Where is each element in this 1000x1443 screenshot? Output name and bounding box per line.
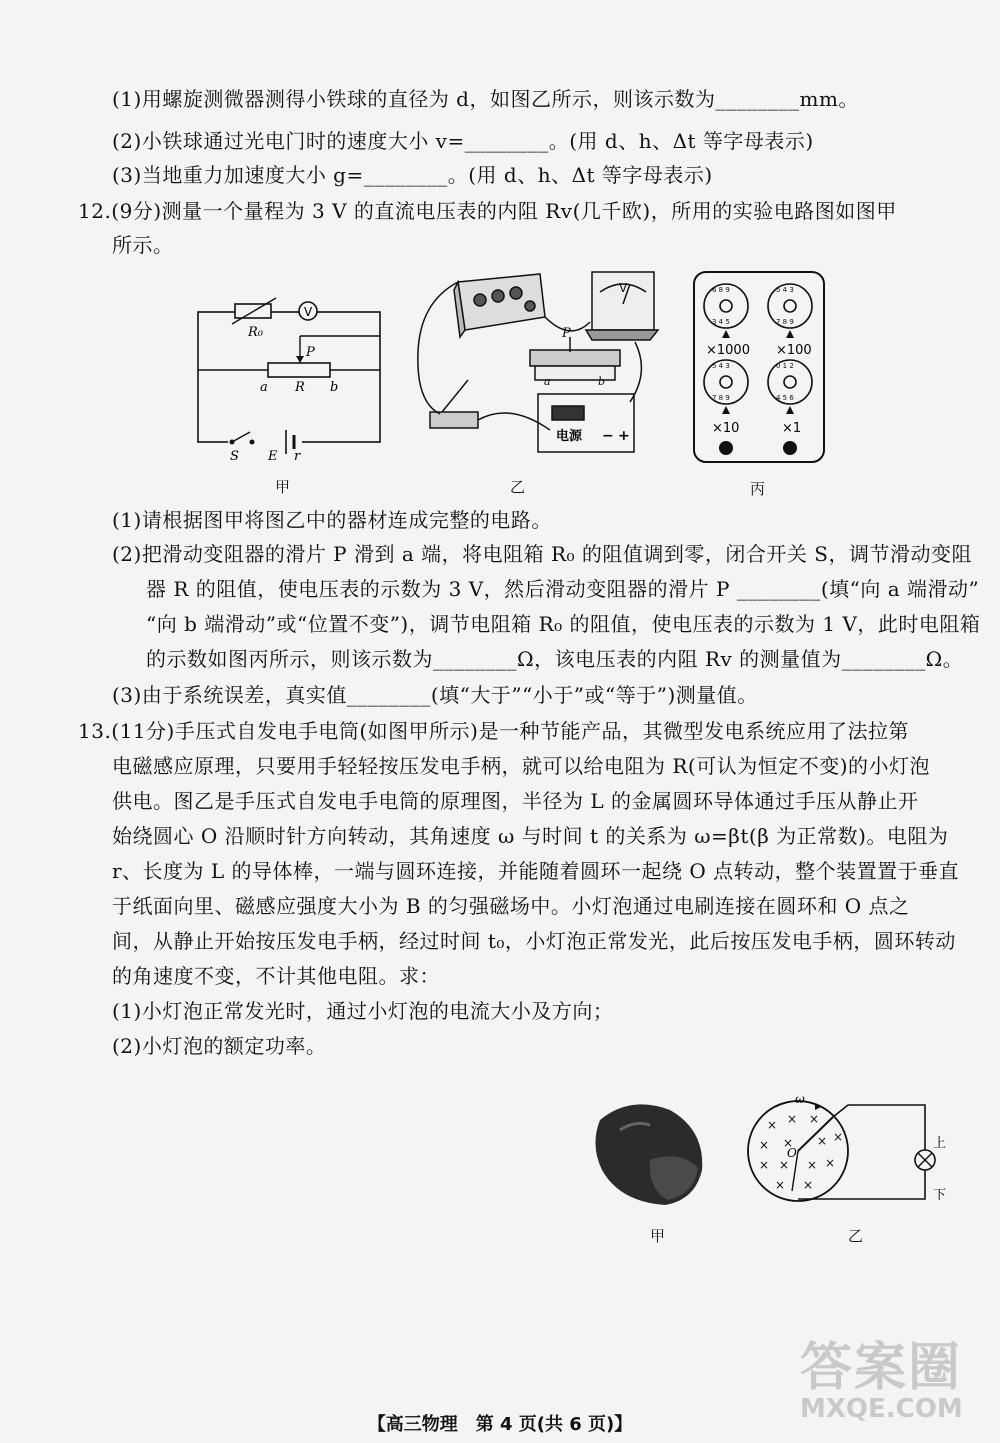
slider-p-label: P bbox=[562, 326, 571, 341]
slider-p-label: P bbox=[306, 345, 315, 360]
power-source-label: 电源 bbox=[556, 429, 583, 444]
flashlight-photo bbox=[580, 1090, 720, 1220]
text-line: (3)当地重力加速度大小 g=________。(用 d、h、Δt 等字母表示) bbox=[112, 163, 713, 187]
apparatus-yi bbox=[410, 262, 670, 467]
svg-text:6 8 9: 6 8 9 bbox=[712, 286, 730, 294]
svg-text:×: × bbox=[775, 1178, 786, 1192]
text-line: 所示。 bbox=[112, 233, 174, 257]
caption-yi: 乙 bbox=[510, 478, 526, 496]
svg-text:×: × bbox=[807, 1158, 818, 1172]
svg-text:7 8 9: 7 8 9 bbox=[712, 394, 730, 402]
caption-jia: 甲 bbox=[275, 478, 291, 496]
text-line: “向 b 端滑动”或“位置不变”)，调节电阻箱 R₀ 的阻值，使电压表的示数为 1 V，此时电阻箱 bbox=[146, 612, 981, 636]
voltmeter-label: V bbox=[304, 305, 313, 319]
r0-label: R₀ bbox=[248, 325, 263, 340]
svg-text:×: × bbox=[833, 1130, 844, 1144]
b-label: b bbox=[330, 380, 339, 395]
internal-r-label: r bbox=[294, 449, 301, 460]
svg-text:5 4 3: 5 4 3 bbox=[712, 362, 730, 370]
svg-text:×: × bbox=[825, 1156, 836, 1170]
text-line: (2)把滑动变阻器的滑片 P 滑到 a 端，将电阻箱 R₀ 的阻值调到零，闭合开关 S，调节滑动变阻 bbox=[112, 542, 972, 566]
page-footer: 【高三物理 第 4 页(共 6 页)】 bbox=[367, 1414, 633, 1435]
r-label: R bbox=[295, 380, 305, 395]
svg-text:3 4 5: 3 4 5 bbox=[712, 318, 730, 326]
dial-x100-label: ×100 bbox=[776, 343, 812, 358]
caption-ring: 乙 bbox=[848, 1227, 864, 1245]
svg-text:×: × bbox=[759, 1158, 770, 1172]
svg-text:×: × bbox=[809, 1112, 820, 1126]
emf-e-label: E bbox=[268, 449, 278, 460]
text-line: (2)小灯泡的额定功率。 bbox=[112, 1034, 327, 1058]
svg-text:×: × bbox=[783, 1136, 794, 1150]
caption-flashlight: 甲 bbox=[650, 1227, 666, 1245]
svg-text:×: × bbox=[817, 1134, 828, 1148]
text-line: 间，从静止开始按压发电手柄，经过时间 t₀，小灯泡正常发光，此后按压发电手柄，圆环转动 bbox=[112, 929, 956, 953]
minus-terminal-label: − bbox=[602, 428, 614, 444]
svg-text:4 5 6: 4 5 6 bbox=[776, 394, 794, 402]
caption-bing: 丙 bbox=[750, 480, 766, 498]
watermark-logo: 答案圈 MXQE.COM bbox=[800, 1338, 963, 1424]
text-line: (1)用螺旋测微器测得小铁球的直径为 d，如图乙所示，则该示数为________mm。 bbox=[112, 87, 859, 111]
down-label: 下 bbox=[933, 1188, 947, 1203]
text-line: 的角速度不变，不计其他电阻。求： bbox=[112, 964, 440, 988]
svg-text:×: × bbox=[803, 1178, 814, 1192]
voltmeter-dial-label: V bbox=[619, 281, 628, 295]
switch-s-label: S bbox=[230, 449, 239, 460]
text-line: r、长度为 L 的导体棒，一端与圆环连接，并能随着圆环一起绕 O 点转动，整个装置置于垂直 bbox=[112, 859, 960, 883]
text-line: 电磁感应原理，只要用手轻轻按压发电手柄，就可以给电阻为 R(可认为恒定不变)的小灯泡 bbox=[112, 754, 931, 778]
text-line: (1)小灯泡正常发光时，通过小灯泡的电流大小及方向； bbox=[112, 999, 614, 1023]
text-line: (3)由于系统误差，真实值________(填“大于”“小于”或“等于”)测量值。 bbox=[112, 683, 758, 707]
a-label: a bbox=[544, 375, 551, 388]
text-line: 于纸面向里、磁感应强度大小为 B 的匀强磁场中。小灯泡通过电刷连接在圆环和 O 点之 bbox=[112, 894, 910, 918]
svg-text:×: × bbox=[779, 1158, 790, 1172]
resistance-box-bing bbox=[690, 268, 830, 468]
dial-x1-label: ×1 bbox=[782, 421, 802, 436]
up-label: 上 bbox=[933, 1136, 947, 1151]
text-line: 12.(9分)测量一个量程为 3 V 的直流电压表的内阻 Rv(几千欧)，所用的实验电路图如图甲 bbox=[78, 199, 897, 223]
text-line: 始绕圆心 O 沿顺时针方向转动，其角速度 ω 与时间 t 的关系为 ω=βt(β 为正常数)。电阻为 bbox=[112, 824, 949, 848]
text-line: (1)请根据图甲将图乙中的器材连成完整的电路。 bbox=[112, 508, 552, 532]
ring-generator-diagram bbox=[745, 1095, 955, 1210]
svg-text:0 1 2: 0 1 2 bbox=[776, 362, 794, 370]
plus-terminal-label: + bbox=[618, 428, 630, 444]
text-line: 13.(11分)手压式自发电手电筒(如图甲所示)是一种节能产品，其微型发电系统应用了法拉第 bbox=[78, 719, 909, 743]
svg-text:×: × bbox=[759, 1138, 770, 1152]
dial-x1000-label: ×1000 bbox=[706, 343, 750, 358]
circuit-diagram-jia bbox=[190, 290, 390, 460]
omega-label: ω bbox=[795, 1095, 805, 1106]
text-line: 供电。图乙是手压式自发电手电筒的原理图，半径为 L 的金属圆环导体通过手压从静止开 bbox=[112, 789, 919, 813]
svg-text:×: × bbox=[767, 1118, 778, 1132]
svg-text:×: × bbox=[787, 1112, 798, 1126]
text-line: 的示数如图丙所示，则该示数为________Ω，该电压表的内阻 Rv 的测量值为________Ω。 bbox=[146, 647, 964, 671]
center-o-label: O bbox=[787, 1146, 797, 1160]
text-line: 器 R 的阻值，使电压表的示数为 3 V，然后滑动变阻器的滑片 P ________(填“向 a 端滑动” bbox=[146, 577, 980, 601]
a-label: a bbox=[260, 380, 268, 395]
b-label: b bbox=[598, 375, 606, 388]
svg-text:7 8 9: 7 8 9 bbox=[776, 318, 794, 326]
text-line: (2)小铁球通过光电门时的速度大小 v=________。(用 d、h、Δt 等字母表示) bbox=[112, 129, 814, 153]
svg-text:5 4 3: 5 4 3 bbox=[776, 286, 794, 294]
dial-x10-label: ×10 bbox=[712, 421, 740, 436]
